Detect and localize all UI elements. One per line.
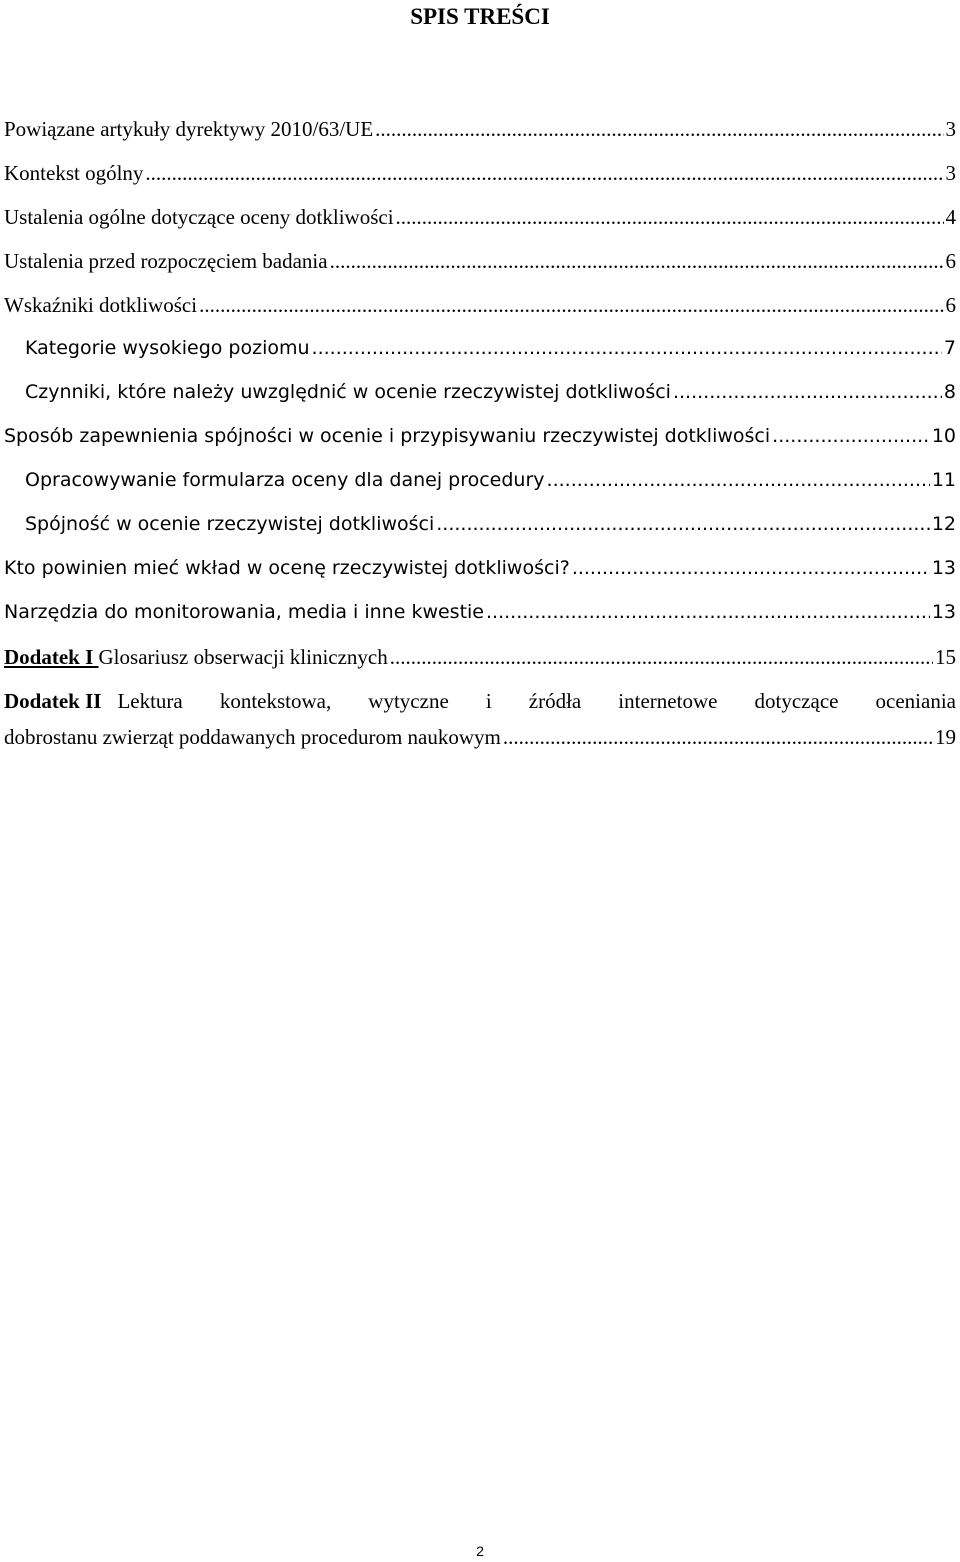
appendix-title: Glosariusz obserwacji klinicznych (98, 645, 388, 669)
toc-entry-page: 12 (931, 513, 956, 535)
toc-entry-text: Ustalenia ogólne dotyczące oceny dotkliwości (4, 205, 394, 229)
toc-entry-text: Powiązane artykuły dyrektywy 2010/63/UE (4, 117, 374, 141)
toc-leader-dots (390, 645, 933, 670)
toc-subentry[interactable] (4, 469, 956, 513)
toc-entry-page: 13 (931, 601, 956, 623)
toc-entry[interactable] (4, 425, 956, 469)
toc-leader-dots (396, 205, 944, 230)
toc-entry[interactable] (4, 205, 956, 249)
toc-entry-text: Narzędzia do monitorowania, media i inne kwestie (4, 601, 485, 623)
toc-leader-dots (572, 557, 930, 579)
toc-leader-dots (503, 725, 933, 750)
toc-entry-page: 7 (943, 337, 956, 359)
toc-leader-dots (145, 161, 943, 186)
page-number: 2 (476, 1543, 484, 1559)
appendix-title-line-1: Lektura kontekstowa, wytyczne i źródła internetowe dotyczące oceniania (117, 689, 956, 713)
toc-entry[interactable] (4, 557, 956, 601)
toc-entry-page: 6 (945, 249, 956, 273)
toc-entry-appendix-1[interactable] (4, 645, 956, 689)
toc-subentry[interactable] (4, 381, 956, 425)
toc-entry-page: 11 (931, 469, 956, 491)
toc-entry-text: Sposób zapewnienia spójności w ocenie i przypisywaniu rzeczywistej dotkliwości (4, 425, 771, 447)
toc-entry-page: 6 (945, 293, 956, 317)
toc-entry-page: 3 (945, 117, 956, 141)
toc-leader-dots (375, 117, 943, 142)
toc-entry-text: Opracowywanie formularza oceny dla danej procedury (25, 469, 545, 491)
toc-entry-text: Wskaźniki dotkliwości (4, 293, 198, 317)
toc-entry-text: Kontekst ogólny (4, 161, 144, 185)
toc-entry[interactable] (4, 117, 956, 161)
toc-entry-page: 10 (931, 425, 956, 447)
toc-entry-text: Kategorie wysokiego poziomu (25, 337, 310, 359)
toc-leader-dots (330, 249, 944, 274)
toc-leader-dots (772, 425, 930, 447)
toc-entry-text: Czynniki, które należy uwzględnić w ocenie rzeczywistej dotkliwości (25, 381, 671, 403)
toc-entry-page: 13 (931, 557, 956, 579)
toc-entry-line-1 (4, 689, 956, 725)
toc-entry-page: 15 (935, 645, 956, 669)
toc-entry-line-2 (4, 725, 956, 750)
appendix-label: Dodatek II (4, 689, 102, 713)
toc-leader-dots (486, 601, 930, 623)
toc-entry[interactable] (4, 601, 956, 645)
toc-entry[interactable] (4, 161, 956, 205)
toc-leader-dots (673, 381, 942, 403)
toc-entry-page: 3 (945, 161, 956, 185)
table-of-contents (4, 117, 956, 750)
toc-entry-text (4, 645, 388, 670)
toc-entry-text: Kto powinien mieć wkład w ocenę rzeczywistej dotkliwości? (4, 557, 570, 579)
toc-entry[interactable] (4, 293, 956, 337)
appendix-label: Dodatek I (4, 645, 94, 669)
toc-entry-page: 19 (935, 725, 956, 749)
toc-entry-page: 8 (943, 381, 956, 403)
toc-entry[interactable] (4, 249, 956, 293)
toc-leader-dots (312, 337, 942, 359)
toc-entry-text: Ustalenia przed rozpoczęciem badania (4, 249, 328, 273)
toc-entry-appendix-2[interactable] (4, 689, 956, 750)
appendix-title-line-2: dobrostanu zwierząt poddawanych procedurom naukowym (4, 725, 501, 749)
toc-entry-text: Spójność w ocenie rzeczywistej dotkliwości (25, 513, 435, 535)
toc-subentry[interactable] (4, 337, 956, 381)
toc-entry-page: 4 (945, 205, 956, 229)
toc-title: SPIS TREŚCI (410, 4, 550, 29)
toc-subentry[interactable] (4, 513, 956, 557)
toc-leader-dots (199, 293, 943, 318)
toc-leader-dots (547, 469, 930, 491)
toc-leader-dots (436, 513, 930, 535)
